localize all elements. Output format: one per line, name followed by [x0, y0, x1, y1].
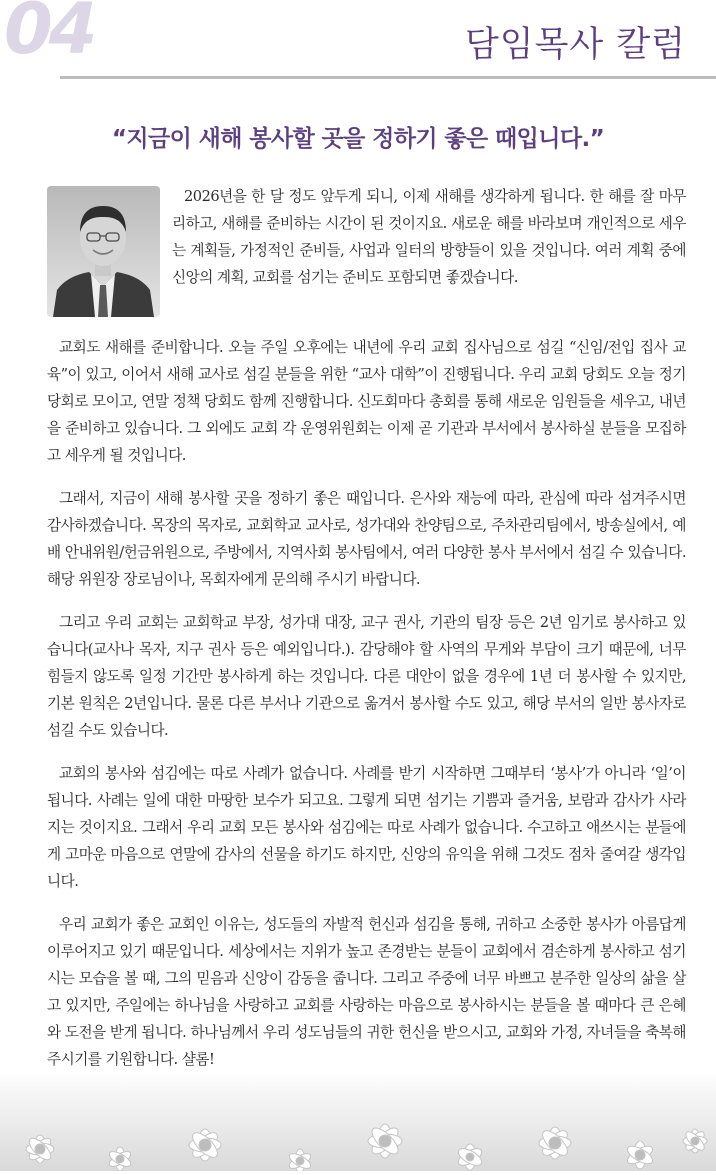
paragraph-4: 그리고 우리 교회는 교회학교 부장, 성가대 대장, 교구 권사, 기관의 팀장 등은 2년 임기로 봉사하고 있습니다(교사나 목자, 지구 권사 등은 예외입니다.). 감당해야 할 사역의 무게와 부담이 크기 때문에, 너무 힘들지 않도록 일정 기간만 봉사하게 하는 것입니다. 다른 대안이 없을 경우에 1년 더 봉사할 수 있지만, 기본 원칙은 2년입니다. 물론 다른 부서나 기관으로 옮겨서 봉사할 수도 있고, 해당 부서의 일반 봉사자로 섬길 수도 있습니다.: [47, 614, 686, 739]
paragraph-1: 2026년을 한 달 정도 앞두게 되니, 이제 새해를 생각하게 됩니다. 한 해를 잘 마무리하고, 새해를 준비하는 시간이 된 것이지요. 새로운 해를 바라보며 개인적으로 세우는 계획들, 가정적인 준비들, 사업과 일터의 방향들이 있을 것입니다. 여러 계획 중에 신앙의 계획, 교회를 섬기는 준비도 포함되면 좋겠습니다.: [172, 188, 686, 286]
flower-decoration: [0, 1071, 716, 1171]
paragraph-2: 교회도 새해를 준비합니다. 오늘 주일 오후에는 내년에 우리 교회 집사님으로 섬길 “신임/전입 집사 교육”이 있고, 이어서 새해 교사로 섬길 분들을 위한 “교사 대학”이 진행됩니다. 우리 교회 당회도 오늘 정기 당회로 모이고, 연말 정책 당회도 함께 진행합니다. 신도회마다 총회를 통해 새로운 임원들을 세우고, 내년을 준비하고 있습니다. 그 외에도 교회 각 운영위원회는 이제 곧 기관과 부서에서 봉사하실 분들을 모집하고 세우게 될 것입니다.: [47, 339, 686, 464]
column-title: 담임목사 칼럼: [465, 25, 686, 65]
header-divider: [60, 76, 716, 79]
paragraph-5: 교회의 봉사와 섬김에는 따로 사례가 없습니다. 사례를 받기 시작하면 그때부터 ‘봉사’가 아니라 ‘일’이 됩니다. 사례는 일에 대한 마땅한 보수가 되고요. 그렇게 되면 섬기는 기쁨과 즐거움, 보람과 감사가 사라지는 것이지요. 그래서 우리 교회 모든 봉사와 섬김에는 따로 사례가 없습니다. 수고하고 애쓰시는 분들에게 고마운 마음으로 연말에 감사의 선물을 하기도 하지만, 신앙의 유익을 위해 그것도 점차 줄여갈 생각입니다.: [47, 765, 686, 890]
article-body: [47, 183, 686, 1089]
intro-block: [47, 183, 686, 318]
paragraph-6: 우리 교회가 좋은 교회인 이유는, 성도들의 자발적 헌신과 섬김을 통해, 귀하고 소중한 봉사가 아름답게 이루어지고 있기 때문입니다. 세상에서는 지위가 높고 존경받는 분들이 교회에서 겸손하게 봉사하고 섬기시는 모습을 볼 때, 그의 믿음과 신앙이 감동을 줍니다. 그리고 주중에 너무 바쁘고 분주한 일상의 삶을 살고 있지만, 주일에는 하나님을 사랑하고 교회를 사랑하는 마음으로 봉사하시는 분들을 볼 때마다 큰 은혜와 도전을 받게 됩니다. 하나님께서 우리 성도님들의 귀한 헌신을 받으시고, 교회와 가정, 자녀들을 축복해 주시기를 기원합니다. 샬롬!: [47, 916, 686, 1068]
page-number: 04: [4, 0, 94, 70]
paragraph-3: 그래서, 지금이 새해 봉사할 곳을 정하기 좋은 때입니다. 은사와 재능에 따라, 관심에 따라 섬겨주시면 감사하겠습니다. 목장의 목자로, 교회학교 교사로, 성가대와 찬양팀으로, 주차관리팀에서, 방송실에서, 예배 안내위원/헌금위원으로, 주방에서, 지역사회 봉사팀에서, 여러 다양한 봉사 부서에서 섬길 수 있습니다. 해당 위원장 장로님이나, 목회자에게 문의해 주시기 바랍니다.: [47, 490, 686, 588]
pastor-portrait: [47, 186, 160, 317]
article-headline: “지금이 새해 봉사할 곳을 정하기 좋은 때입니다.”: [111, 126, 605, 152]
